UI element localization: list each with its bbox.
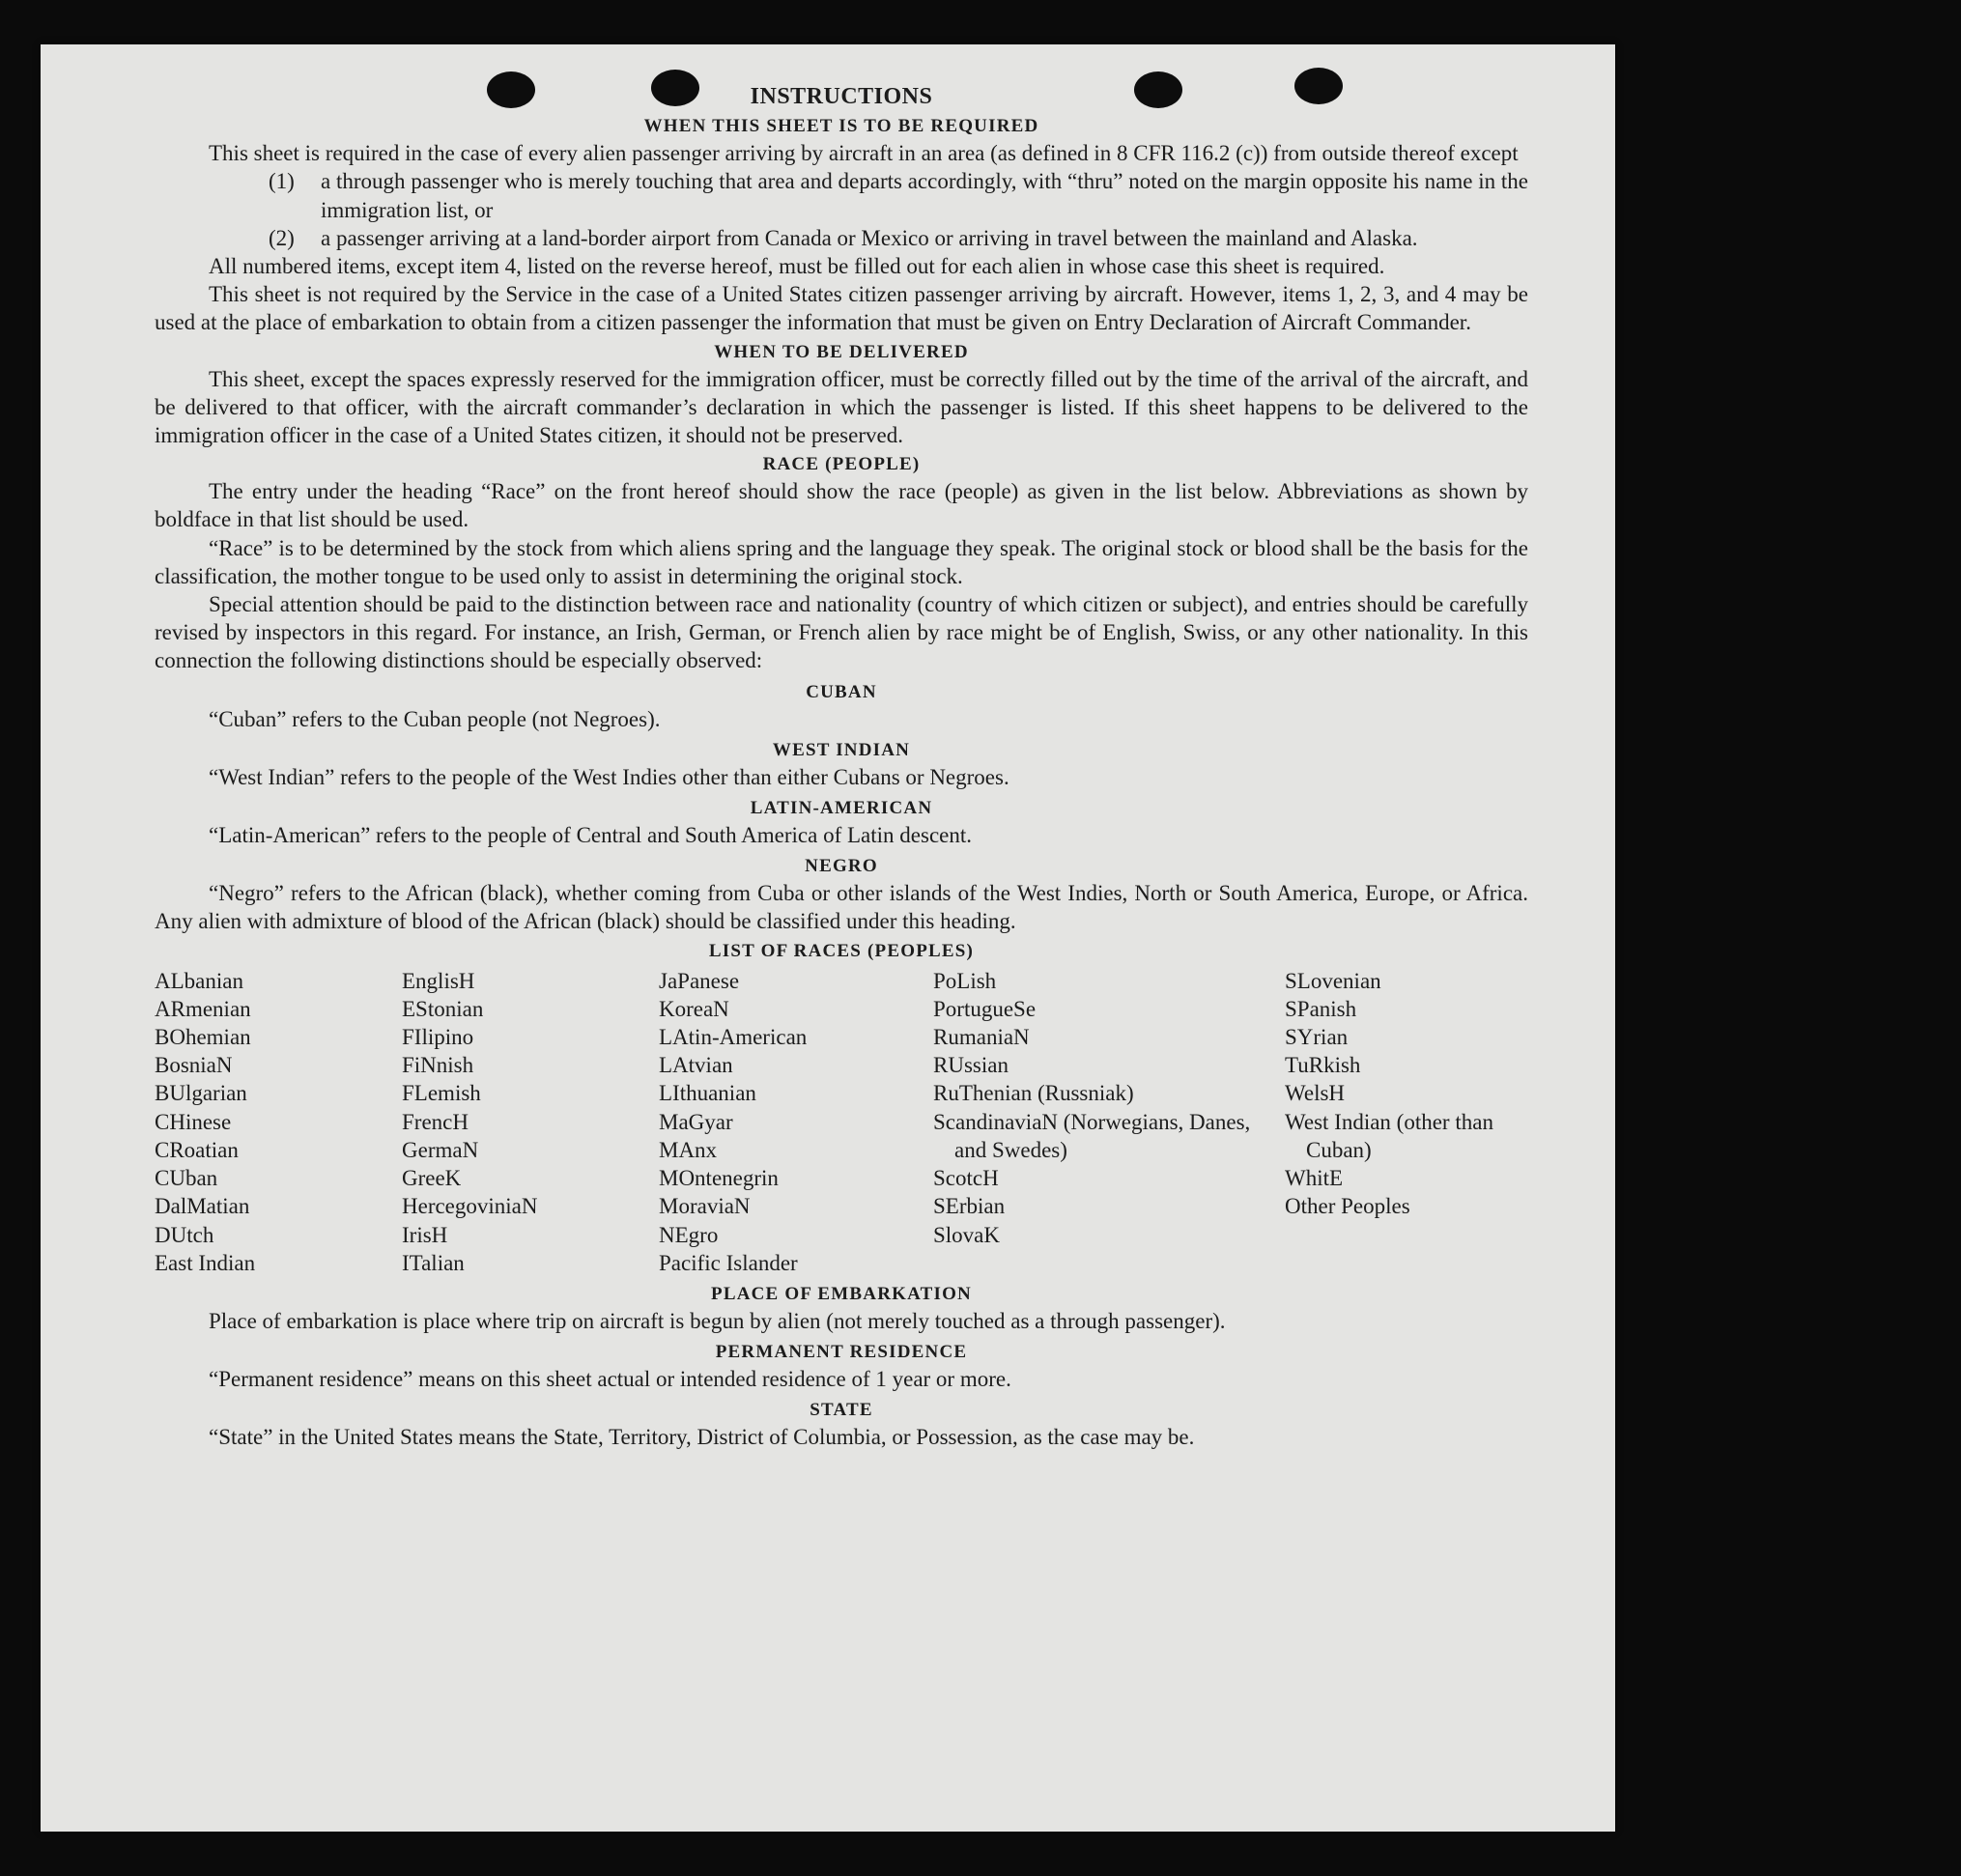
section-heading-embarkation: PLACE OF EMBARKATION <box>711 1283 972 1304</box>
race-item: MoraviaN <box>659 1194 751 1219</box>
race-item: West Indian (other than Cuban) <box>1285 1109 1493 1162</box>
race-item: FIlipino <box>402 1025 474 1050</box>
required-paragraph-2: All numbered items, except item 4, listed on the reverse hereof, must be filled out for each alien in whose case this sheet is required. <box>209 254 1385 279</box>
race-paragraph-1: The entry under the heading “Race” on the front hereof should show the race (people) as given in the list below. Abbreviations as shown by boldface in that list should be used. <box>155 479 1528 532</box>
race-item: MaGyar <box>659 1109 733 1134</box>
race-item: BUlgarian <box>155 1081 247 1106</box>
required-paragraph-3: This sheet is not required by the Service in the case of a United States citizen passenger arriving by aircraft. However, items 1, 2, 3, and 4 may be used at the place of embarkation to obtain from a citizen passenger the information that must be given on Entry Declaration of Aircraft Commander. <box>155 282 1528 335</box>
race-item: PortugueSe <box>933 996 1037 1021</box>
race-item: SlovaK <box>933 1222 1000 1247</box>
item-text: a through passenger who is merely touching that area and departs accordingly, with “thru” noted on the margin opposite his name in the immigration list, or <box>321 169 1528 222</box>
race-item: WelsH <box>1285 1081 1346 1106</box>
race-item: ScandinaviaN (Norwegians, Danes, and Swedes) <box>933 1109 1251 1162</box>
section-heading-residence: PERMANENT RESIDENCE <box>715 1342 968 1363</box>
race-item: KoreaN <box>659 996 729 1021</box>
race-paragraph-2: “Race” is to be determined by the stock from which aliens spring and the language they speak. The original stock or blood shall be the basis for the classification, the mother tongue to be used only to assist in determining the original stock. <box>155 535 1528 588</box>
race-item: LAtvian <box>659 1053 733 1078</box>
race-item: NEgro <box>659 1222 719 1247</box>
race-item: ARmenian <box>155 996 251 1021</box>
race-item: TuRkish <box>1285 1053 1361 1078</box>
race-item: RUssian <box>933 1053 1009 1078</box>
race-item: SPanish <box>1285 996 1357 1021</box>
section-heading-cuban: CUBAN <box>806 681 877 702</box>
race-item: EStonian <box>402 996 484 1021</box>
race-item: ALbanian <box>155 968 243 993</box>
race-item: LIthuanian <box>659 1081 756 1106</box>
race-item: Pacific Islander <box>659 1250 798 1275</box>
item-text: a passenger arriving at a land-border airport from Canada or Mexico or arriving in travel between the mainland and Alaska. <box>321 225 1418 250</box>
negro-paragraph: “Negro” refers to the African (black), whether coming from Cuba or other islands of the West Indies, North or South America, Europe, or Africa. Any alien with admixture of blood of the African (black) should be classified under this heading. <box>155 881 1528 934</box>
race-paragraph-3: Special attention should be paid to the distinction between race and nationality (country of which citizen or subject), and entries should be carefully revised by inspectors in this regard. For instance, an Irish, German, or French alien by race might be of English, Swiss, or any other nationality. In this connection the following distinctions should be especially observed: <box>155 592 1528 673</box>
races-column-2 <box>402 967 659 1277</box>
race-item: MOntenegrin <box>659 1166 779 1191</box>
race-item: CRoatian <box>155 1137 239 1162</box>
race-item: LAtin-American <box>659 1025 808 1050</box>
race-item: RumaniaN <box>933 1025 1030 1050</box>
section-heading-race: RACE (PEOPLE) <box>762 454 921 475</box>
race-item: GreeK <box>402 1166 462 1191</box>
section-heading-negro: NEGRO <box>805 856 878 877</box>
race-item: EnglisH <box>402 968 475 993</box>
race-item: SLovenian <box>1285 968 1381 993</box>
state-paragraph: “State” in the United States means the State, Territory, District of Columbia, or Possession, as the case may be. <box>209 1425 1195 1450</box>
race-item: ScotcH <box>933 1166 999 1191</box>
section-heading-races-list: LIST OF RACES (PEOPLES) <box>708 940 975 961</box>
exception-item-2 <box>155 224 1528 252</box>
race-item: Other Peoples <box>1285 1194 1410 1219</box>
latin-american-paragraph: “Latin-American” refers to the people of Central and South America of Latin descent. <box>209 823 972 848</box>
race-item: BosniaN <box>155 1053 233 1078</box>
race-item: FLemish <box>402 1081 481 1106</box>
section-heading-west-indian: WEST INDIAN <box>772 739 911 760</box>
race-item: East Indian <box>155 1250 256 1275</box>
race-item: HercegoviniaN <box>402 1194 538 1219</box>
exception-item-1 <box>155 167 1528 223</box>
item-number: (1) <box>269 169 295 194</box>
races-column-1 <box>155 967 402 1277</box>
races-column-5 <box>1285 967 1528 1277</box>
race-item: CUban <box>155 1166 218 1191</box>
section-heading-latin-american: LATIN-AMERICAN <box>750 798 933 819</box>
section-heading-required: WHEN THIS SHEET IS TO BE REQUIRED <box>643 116 1039 137</box>
west-indian-paragraph: “West Indian” refers to the people of the West Indies other than either Cubans or Negroes. <box>209 764 1009 789</box>
page-title: INSTRUCTIONS <box>750 84 933 109</box>
race-item: BOhemian <box>155 1025 251 1050</box>
race-item: PoLish <box>933 968 997 993</box>
races-column-4 <box>933 967 1285 1277</box>
race-item: DUtch <box>155 1222 214 1247</box>
race-item: IrisH <box>402 1222 448 1247</box>
embarkation-paragraph: Place of embarkation is place where trip on aircraft is begun by alien (not merely touched as a through passenger). <box>209 1308 1226 1333</box>
document-sheet <box>41 44 1615 1832</box>
required-paragraph-1: This sheet is required in the case of every alien passenger arriving by aircraft in an area (as defined in 8 CFR 116.2 (c)) from outside thereof except <box>209 141 1519 166</box>
section-heading-delivered: WHEN TO BE DELIVERED <box>714 341 969 362</box>
race-item: FrencH <box>402 1109 469 1134</box>
race-item: SYrian <box>1285 1025 1349 1050</box>
race-item: RuThenian (Russniak) <box>933 1081 1134 1106</box>
race-item: CHinese <box>155 1109 232 1134</box>
section-heading-state: STATE <box>810 1400 873 1421</box>
races-column-3 <box>659 967 933 1277</box>
cuban-paragraph: “Cuban” refers to the Cuban people (not Negroes). <box>209 706 661 731</box>
race-item: DalMatian <box>155 1194 250 1219</box>
race-item: MAnx <box>659 1137 718 1162</box>
race-item: WhitE <box>1285 1166 1344 1191</box>
race-item: JaPanese <box>659 968 740 993</box>
race-item: FiNnish <box>402 1053 474 1078</box>
races-list <box>155 967 1528 1277</box>
delivered-paragraph: This sheet, except the spaces expressly reserved for the immigration officer, must be correctly filled out by the time of the arrival of the aircraft, and be delivered to that officer, with the aircraft commander’s declaration in which the passenger is listed. If this sheet happens to be delivered to the immigration officer in the case of a United States citizen, it should not be preserved. <box>155 366 1528 448</box>
race-item: GermaN <box>402 1137 479 1162</box>
race-item: ITalian <box>402 1250 465 1275</box>
residence-paragraph: “Permanent residence” means on this sheet actual or intended residence of 1 year or more. <box>209 1367 1011 1392</box>
race-item: SErbian <box>933 1194 1006 1219</box>
item-number: (2) <box>269 225 295 250</box>
instructions-body <box>155 83 1528 1452</box>
